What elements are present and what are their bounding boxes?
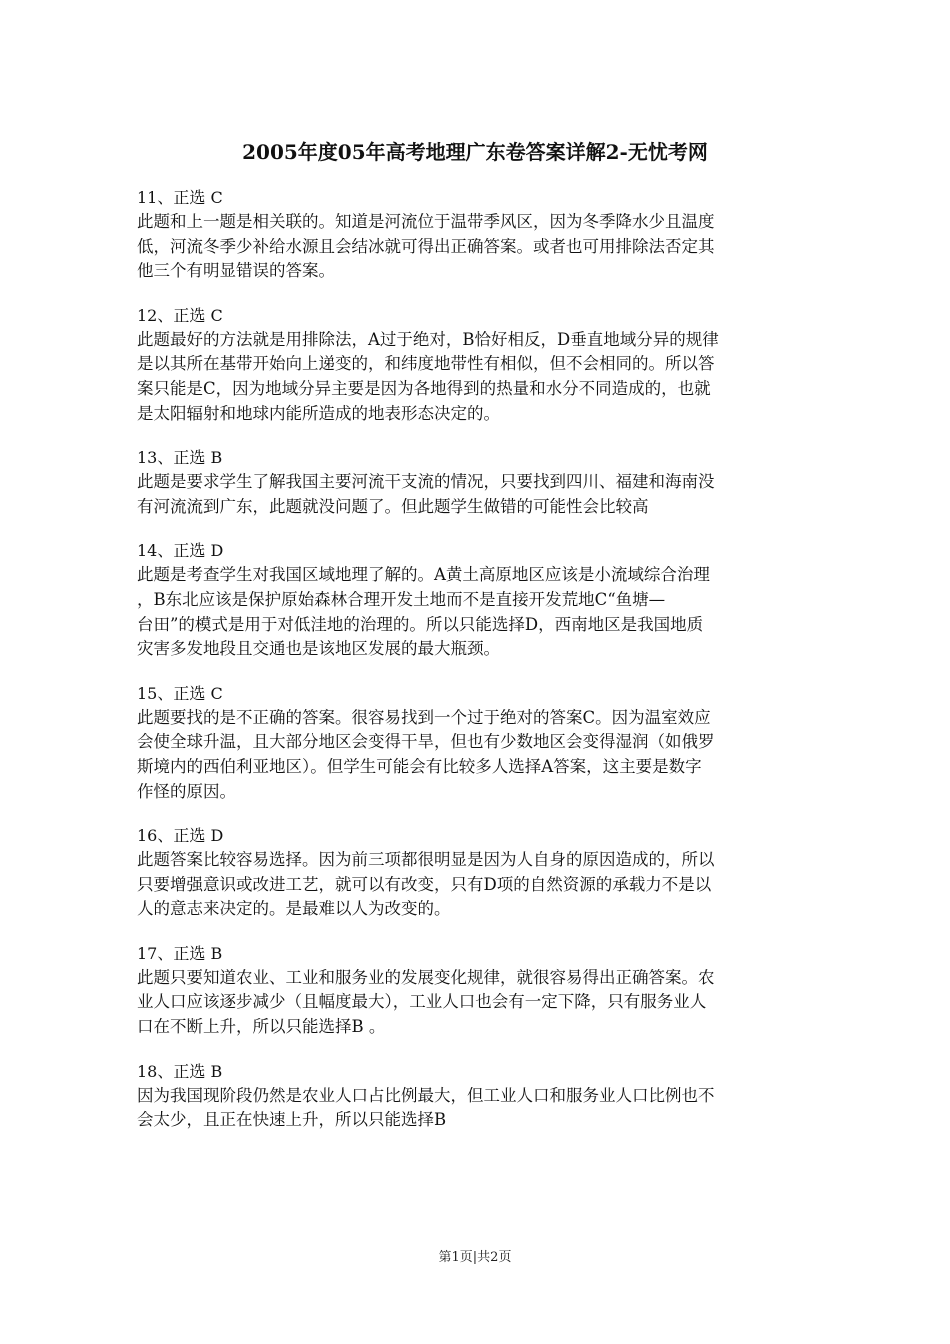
- answer-block-11: [137, 186, 813, 284]
- answer-explanation: [137, 470, 813, 519]
- explanation-line: 低，河流冬季少补给水源且会结冰就可得出正确答案。或者也可用排除法否定其: [137, 236, 715, 256]
- explanation-line: 业人口应该逐步减少（且幅度最大），工业人口也会有一定下降，只有服务业人: [137, 992, 707, 1012]
- answer-heading: 14、正选 D: [137, 541, 224, 561]
- explanation-line: 此题和上一题是相关联的。知道是河流位于温带季风区，因为冬季降水少且温度: [137, 212, 715, 231]
- answer-heading: 16、正选 D: [137, 826, 224, 846]
- explanation-line: 此题最好的方法就是用排除法，A过于绝对，B恰好相反，D垂直地域分异的规律: [137, 329, 719, 349]
- answer-heading: 13、正选 B: [137, 448, 223, 468]
- explanation-line: 斯境内的西伯利亚地区）。但学生可能会有比较多人选择A答案，这主要是数字: [137, 756, 702, 776]
- explanation-line: 会太少，且正在快速上升，所以只能选择B: [137, 1110, 447, 1130]
- answer-explanation: [137, 706, 813, 804]
- answer-explanation: [137, 210, 813, 284]
- explanation-line: 此题要找的是不正确的答案。很容易找到一个过于绝对的答案C。因为温室效应: [137, 707, 711, 727]
- explanation-line: 只要增强意识或改进工艺，就可以有改变，只有D项的自然资源的承载力不是以: [137, 874, 712, 894]
- explanation-line: 此题只要知道农业、工业和服务业的发展变化规律，就很容易得出正确答案。农: [137, 967, 715, 987]
- explanation-line: 此题答案比较容易选择。因为前三项都很明显是因为人自身的原因造成的，所以: [137, 850, 715, 870]
- explanation-line: 此题是要求学生了解我国主要河流干支流的情况，只要找到四川、福建和海南没: [137, 472, 715, 492]
- explanation-line: 他三个有明显错误的答案。: [137, 261, 335, 281]
- explanation-line: 是以其所在基带开始向上递变的，和纬度地带性有相似，但不会相同的。所以答: [137, 354, 715, 374]
- answer-explanation: [137, 328, 813, 426]
- answer-block-13: [137, 446, 813, 519]
- answer-block-17: [137, 942, 813, 1040]
- answer-list: [137, 186, 813, 1153]
- explanation-line: 台田”的模式是用于对低洼地的治理的。所以只能选择D，西南地区是我国地质: [137, 614, 704, 634]
- answer-heading: 15、正选 C: [137, 683, 223, 703]
- explanation-line: 因为我国现阶段仍然是农业人口占比例最大，但工业人口和服务业人口比例也不: [137, 1085, 715, 1105]
- explanation-line: 口在不断上升，所以只能选择B 。: [137, 1017, 386, 1037]
- answer-explanation: [137, 563, 813, 661]
- page-title: 2005年度05年高考地理广东卷答案详解2-无忧考网: [242, 140, 708, 164]
- answer-block-15: [137, 682, 813, 804]
- explanation-line: 是太阳辐射和地球内能所造成的地表形态决定的。: [137, 403, 500, 423]
- explanation-line: 此题是考查学生对我国区域地理了解的。A黄土高原地区应该是小流域综合治理: [137, 565, 710, 585]
- answer-block-14: [137, 539, 813, 661]
- page-number-footer: 第1页|共2页: [438, 1250, 512, 1265]
- answer-block-18: [137, 1060, 813, 1133]
- answer-block-16: [137, 824, 813, 922]
- answer-heading: 18、正选 B: [137, 1061, 223, 1081]
- explanation-line: 有河流流到广东，此题就没问题了。但此题学生做错的可能性会比较高: [137, 496, 649, 516]
- answer-block-12: [137, 304, 813, 426]
- answer-explanation: [137, 966, 813, 1040]
- answer-heading: 17、正选 B: [137, 943, 223, 963]
- answer-explanation: [137, 1084, 813, 1133]
- explanation-line: 人的意志来决定的。是最难以人为改变的。: [137, 899, 451, 919]
- explanation-line: 作怪的原因。: [137, 781, 236, 801]
- explanation-line: 案只能是C，因为地域分异主要是因为各地得到的热量和水分不同造成的，也就: [137, 378, 711, 398]
- explanation-line: 灾害多发地段且交通也是该地区发展的最大瓶颈。: [137, 639, 500, 659]
- answer-explanation: [137, 848, 813, 922]
- explanation-line: 会使全球升温，且大部分地区会变得干旱，但也有少数地区会变得湿润（如俄罗: [137, 732, 715, 752]
- explanation-line: ，B东北应该是保护原始森林合理开发土地而不是直接开发荒地C“鱼塘—: [137, 589, 666, 609]
- answer-heading: 11、正选 C: [137, 188, 223, 207]
- answer-heading: 12、正选 C: [137, 305, 223, 325]
